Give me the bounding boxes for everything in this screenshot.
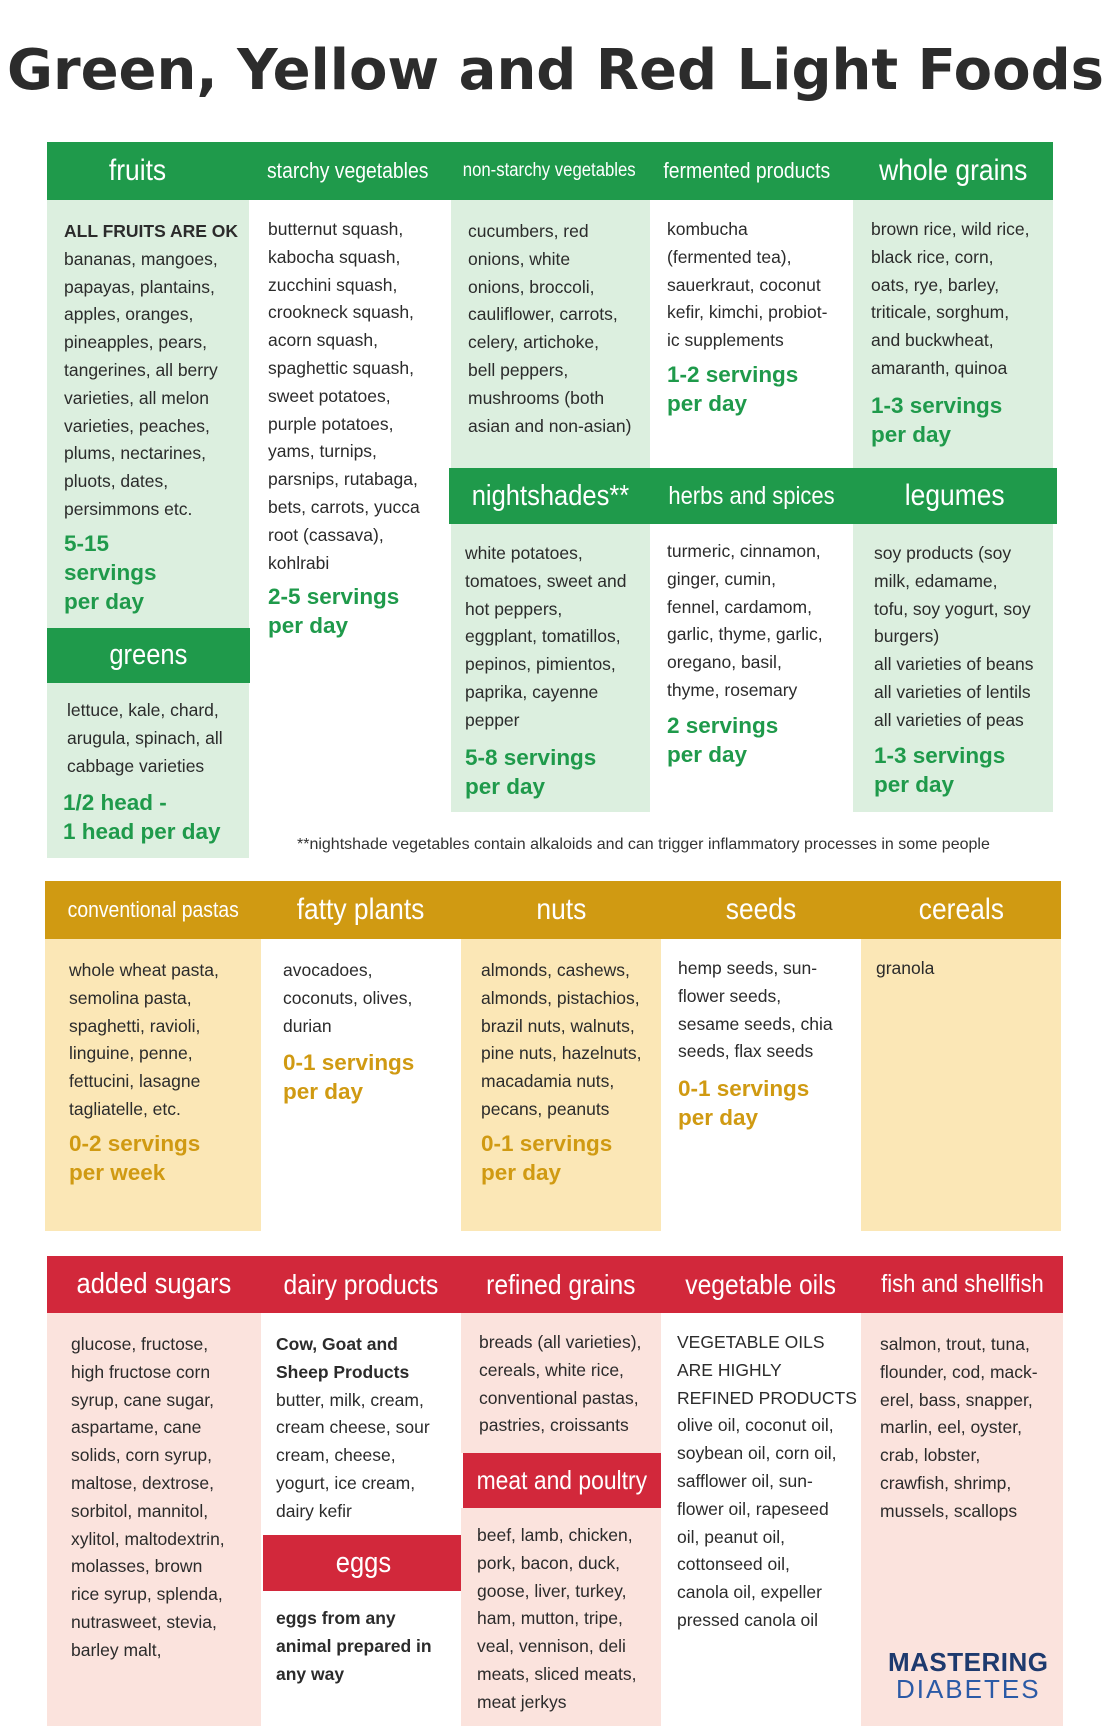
logo-line-1: MASTERING [888, 1647, 1049, 1677]
fruits-servings [64, 529, 249, 616]
header-vegetable-oils: vegetable oils [685, 1268, 837, 1300]
list-item: molasses, brown [71, 1556, 203, 1577]
list-item: eggs from any [276, 1608, 396, 1628]
legumes-cell [853, 524, 1053, 812]
list-item: black rice, corn, [871, 246, 994, 267]
header-herbs-and-spices: herbs and spices [668, 481, 836, 510]
list-item: solids, corn syrup, [71, 1445, 213, 1466]
list-item: soybean oil, corn oil, [677, 1443, 837, 1464]
header-added-sugars: added sugars [76, 1268, 232, 1300]
list-item: cream, cheese, [276, 1445, 396, 1466]
list-item: butternut squash, [268, 219, 404, 239]
list-item: cream cheese, sour [276, 1417, 430, 1438]
list-item: ham, mutton, tripe, [477, 1608, 623, 1629]
list-item: beef, lamb, chicken, [477, 1525, 633, 1545]
list-item: breads (all varieties), [479, 1332, 642, 1352]
dairy-lead: Sheep Products [276, 1361, 410, 1382]
legumes-servings [874, 741, 1053, 799]
list-item: kabocha squash, [268, 246, 401, 267]
list-item: lettuce, kale, chard, [67, 700, 219, 720]
list-item: yogurt, ice cream, [276, 1472, 416, 1493]
list-item: almonds, cashews, [481, 960, 630, 980]
list-item: REFINED PRODUCTS [677, 1387, 857, 1408]
header-nightshades-label: nightshades** [471, 479, 629, 512]
nightshade-footnote: **nightshade vegetables contain alkaloids and can trigger inflammatory processes in some people [297, 836, 990, 853]
added-sugars-cell [47, 1313, 261, 1726]
servings-line: per day [667, 741, 748, 767]
list-item: bets, carrots, yucca [268, 496, 420, 517]
list-item: dairy kefir [276, 1500, 352, 1521]
header-refined-grains: refined grains [486, 1268, 636, 1300]
list-item: whole wheat pasta, [69, 960, 219, 980]
list-item: canola oil, expeller [677, 1582, 822, 1603]
list-item: and buckwheat, [871, 330, 994, 351]
servings-line: per day [465, 773, 546, 799]
list-item: purple potatoes, [268, 413, 394, 434]
list-item: ARE HIGHLY [677, 1359, 782, 1380]
list-item: goose, liver, turkey, [477, 1580, 627, 1601]
nightshades-cell [451, 524, 650, 812]
servings-line: 1-2 servings [667, 361, 799, 387]
list-item: pluots, dates, [64, 471, 169, 492]
list-item: durian [283, 1015, 332, 1036]
servings-line: per day [871, 421, 952, 447]
list-item: pressed canola oil [677, 1609, 819, 1630]
list-item: glucose, fructose, [71, 1334, 209, 1354]
list-item: mushrooms (both [468, 387, 605, 408]
servings-line: per day [667, 390, 748, 416]
list-item: parsnips, rutabaga, [268, 469, 418, 490]
list-item: kombucha [667, 219, 748, 239]
list-item: tagliatelle, etc. [69, 1098, 181, 1119]
header-whole-grains: whole grains [878, 154, 1028, 187]
list-item: thyme, rosemary [667, 679, 798, 700]
list-item: pastries, croissants [479, 1415, 629, 1436]
nightshades-servings [465, 743, 650, 801]
list-item: amaranth, quinoa [871, 357, 1008, 378]
servings-line: per day [64, 588, 145, 614]
refined-grains-cell [461, 1313, 661, 1453]
list-item: pine nuts, hazelnuts, [481, 1043, 642, 1064]
list-item: macadamia nuts, [481, 1071, 615, 1092]
header-dairy-products: dairy products [283, 1268, 439, 1300]
list-item: varieties, all melon [64, 387, 209, 408]
list-item: olive oil, coconut oil, [677, 1415, 834, 1436]
list-item: fennel, cardamom, [667, 596, 812, 617]
dairy-lead: Cow, Goat and [276, 1334, 398, 1354]
servings-line: 0-1 servings [678, 1076, 810, 1102]
fermented-servings [667, 360, 852, 418]
pastas-servings [69, 1129, 261, 1187]
list-item: milk, edamame, [874, 570, 998, 591]
list-item: granola [876, 958, 935, 978]
list-item: oil, peanut oil, [677, 1526, 785, 1547]
list-item: onions, white [468, 248, 571, 269]
list-item: nutrasweet, stevia, [71, 1611, 217, 1632]
servings-line: per day [678, 1105, 759, 1131]
fatty-plants-servings [283, 1048, 461, 1106]
dairy-cell [261, 1313, 461, 1535]
list-item: flower oil, rapeseed [677, 1498, 829, 1519]
list-item: oregano, basil, [667, 652, 782, 673]
list-item: persimmons etc. [64, 498, 193, 519]
list-item: pepper [465, 709, 520, 730]
list-item: garlic, thyme, garlic, [667, 624, 823, 645]
list-item: onions, broccoli, [468, 276, 595, 297]
cereals-cell [861, 939, 1061, 1231]
starchy-list [268, 216, 450, 577]
header-non-starchy-vegetables: non-starchy vegetables [462, 160, 636, 181]
list-item: cucumbers, red [468, 221, 589, 241]
vegetable-oils-cell [661, 1313, 861, 1726]
servings-line: servings [64, 559, 157, 585]
list-item: flounder, cod, mack- [880, 1361, 1038, 1382]
list-item: veal, vennison, deli [477, 1636, 626, 1657]
list-item: crab, lobster, [880, 1445, 981, 1466]
header-fruits: fruits [109, 154, 167, 187]
list-item: semolina pasta, [69, 987, 192, 1008]
list-item: spaghetti, ravioli, [69, 1015, 201, 1036]
list-item: brazil nuts, walnuts, [481, 1015, 635, 1036]
list-item: seeds, flax seeds [678, 1041, 814, 1062]
header-starchy-vegetables: starchy vegetables [267, 158, 429, 183]
greens-servings [63, 788, 249, 846]
list-item: sauerkraut, coconut [667, 274, 821, 295]
list-item: syrup, cane sugar, [71, 1389, 214, 1410]
list-item: sorbitol, mannitol, [71, 1500, 209, 1521]
servings-line: 1-3 servings [874, 742, 1006, 768]
list-item: rice syrup, splenda, [71, 1584, 223, 1605]
servings-line: 1 head per day [63, 819, 221, 845]
list-item: eggplant, tomatillos, [465, 626, 621, 647]
list-item: VEGETABLE OILS [677, 1332, 825, 1352]
list-item: fettucini, lasagne [69, 1071, 201, 1092]
list-item: conventional pastas, [479, 1387, 639, 1408]
list-item: sweet potatoes, [268, 385, 391, 406]
seeds-servings [678, 1074, 861, 1132]
list-item: celery, artichoke, [468, 332, 599, 353]
header-seeds: seeds [725, 893, 797, 926]
header-conventional-pastas: conventional pastas [67, 897, 239, 922]
servings-line: 2-5 servings [268, 584, 400, 610]
servings-line: 0-1 servings [481, 1130, 613, 1156]
header-fish-and-shellfish: fish and shellfish [880, 1270, 1044, 1298]
list-item: papayas, plantains, [64, 276, 215, 297]
list-item: erel, bass, snapper, [880, 1389, 1033, 1410]
list-item: white potatoes, [465, 543, 583, 563]
header-meat-and-poultry: meat and poultry [463, 1453, 661, 1508]
header-legumes: legumes [905, 479, 1005, 512]
list-item: cereals, white rice, [479, 1359, 624, 1380]
list-item: kohlrabi [268, 552, 330, 573]
list-item: meats, sliced meats, [477, 1663, 637, 1684]
list-item: avocadoes, [283, 960, 373, 980]
list-item: turmeric, cinnamon, [667, 541, 821, 561]
list-item: zucchini squash, [268, 274, 398, 295]
nuts-servings [481, 1129, 661, 1187]
list-item: barley malt, [71, 1639, 162, 1660]
herbs-servings [667, 711, 852, 769]
servings-line: per day [283, 1079, 364, 1105]
list-item: apples, oranges, [64, 304, 194, 325]
header-greens: greens [47, 628, 250, 683]
list-item: all varieties of beans [874, 654, 1034, 675]
list-item: plums, nectarines, [64, 443, 207, 464]
pastas-cell [45, 939, 261, 1231]
list-item: xylitol, maltodextrin, [71, 1528, 225, 1549]
list-item: linguine, penne, [69, 1043, 193, 1064]
list-item: butter, milk, cream, [276, 1389, 424, 1410]
list-item: pineapples, pears, [64, 332, 208, 353]
list-item: crookneck squash, [268, 302, 414, 323]
logo-line-2: DIABETES [895, 1674, 1041, 1704]
servings-line: 2 servings [667, 712, 779, 738]
list-item: paprika, cayenne [465, 681, 599, 702]
servings-line: 1/2 head - [63, 790, 167, 816]
list-item: sesame seeds, chia [678, 1013, 833, 1034]
fruits-cell [47, 200, 249, 628]
non-starchy-cell [451, 200, 650, 468]
list-item: spaghettic squash, [268, 357, 414, 378]
list-item: crawfish, shrimp, [880, 1472, 1012, 1493]
list-item: triticale, sorghum, [871, 302, 1010, 323]
header-fatty-plants: fatty plants [297, 893, 425, 926]
greens-cell [47, 683, 249, 858]
servings-line: per day [268, 613, 349, 639]
list-item: tofu, soy yogurt, soy [874, 598, 1031, 619]
eggs-cell [261, 1591, 461, 1711]
list-item: meat jerkys [477, 1691, 567, 1712]
list-item: acorn squash, [268, 330, 378, 351]
list-item: varieties, peaches, [64, 415, 210, 436]
list-item: hemp seeds, sun- [678, 958, 818, 978]
list-item: cottonseed oil, [677, 1554, 790, 1575]
starchy-cell [250, 200, 450, 640]
list-item: mussels, scallops [880, 1500, 1018, 1521]
list-item: aspartame, cane [71, 1417, 202, 1438]
list-item: oats, rye, barley, [871, 274, 1000, 295]
list-item: cauliflower, carrots, [468, 304, 618, 325]
header-fermented-products: fermented products [663, 158, 831, 183]
list-item: pork, bacon, duck, [477, 1552, 620, 1573]
list-item: (fermented tea), [667, 246, 792, 267]
whole-grains-servings [871, 391, 1053, 449]
herbs-cell [650, 524, 852, 804]
fermented-cell [650, 200, 852, 468]
list-item: arugula, spinach, all [67, 727, 223, 748]
list-item: kefir, kimchi, probiot- [667, 302, 828, 323]
list-item: pecans, peanuts [481, 1098, 610, 1119]
list-item: almonds, pistachios, [481, 987, 640, 1008]
servings-line: per day [874, 771, 955, 797]
list-item: safflower oil, sun- [677, 1470, 813, 1491]
list-item: marlin, eel, oyster, [880, 1417, 1022, 1438]
list-item: root (cassava), [268, 524, 384, 545]
list-item: cabbage varieties [67, 755, 205, 776]
list-item: yams, turnips, [268, 441, 377, 462]
servings-line: 5-8 servings [465, 744, 597, 770]
seeds-cell [661, 939, 861, 1231]
list-item: bananas, mangoes, [64, 248, 218, 269]
list-item: ic supplements [667, 330, 784, 351]
list-item: bell peppers, [468, 359, 569, 380]
list-item: animal prepared in [276, 1635, 432, 1656]
meat-cell [461, 1508, 661, 1726]
servings-line: 0-2 servings [69, 1130, 201, 1156]
fruits-lead: ALL FRUITS ARE OK [64, 221, 239, 241]
header-eggs: eggs [263, 1535, 464, 1591]
servings-line: per week [69, 1159, 166, 1185]
list-item: coconuts, olives, [283, 987, 413, 1008]
whole-grains-cell [853, 200, 1053, 468]
list-item: asian and non-asian) [468, 415, 632, 436]
list-item: pepinos, pimientos, [465, 654, 616, 675]
list-item: salmon, trout, tuna, [880, 1334, 1030, 1354]
list-item: burgers) [874, 626, 940, 647]
servings-line: 5-15 [64, 530, 110, 556]
list-item: flower seeds, [678, 985, 782, 1006]
fatty-plants-cell [261, 939, 461, 1231]
mastering-diabetes-logo [888, 1648, 1049, 1702]
list-item: tangerines, all berry [64, 359, 218, 380]
list-item: tomatoes, sweet and [465, 570, 627, 591]
fruits-list [64, 246, 249, 524]
list-item: all varieties of peas [874, 709, 1024, 730]
header-nuts: nuts [536, 893, 586, 926]
servings-line: 1-3 servings [871, 392, 1003, 418]
header-cereals: cereals [918, 893, 1004, 926]
list-item: ginger, cumin, [667, 568, 776, 589]
servings-line: 0-1 servings [283, 1050, 415, 1076]
nuts-cell [461, 939, 661, 1231]
list-item: maltose, dextrose, [71, 1472, 214, 1493]
starchy-servings [268, 582, 450, 640]
list-item: all varieties of lentils [874, 681, 1031, 702]
page-title: Green, Yellow and Red Light Foods [6, 38, 1105, 103]
list-item: brown rice, wild rice, [871, 219, 1030, 239]
servings-line: per day [481, 1159, 562, 1185]
list-item: any way [276, 1663, 345, 1684]
list-item: soy products (soy [874, 543, 1012, 563]
list-item: hot peppers, [465, 598, 563, 619]
list-item: high fructose corn [71, 1361, 211, 1382]
